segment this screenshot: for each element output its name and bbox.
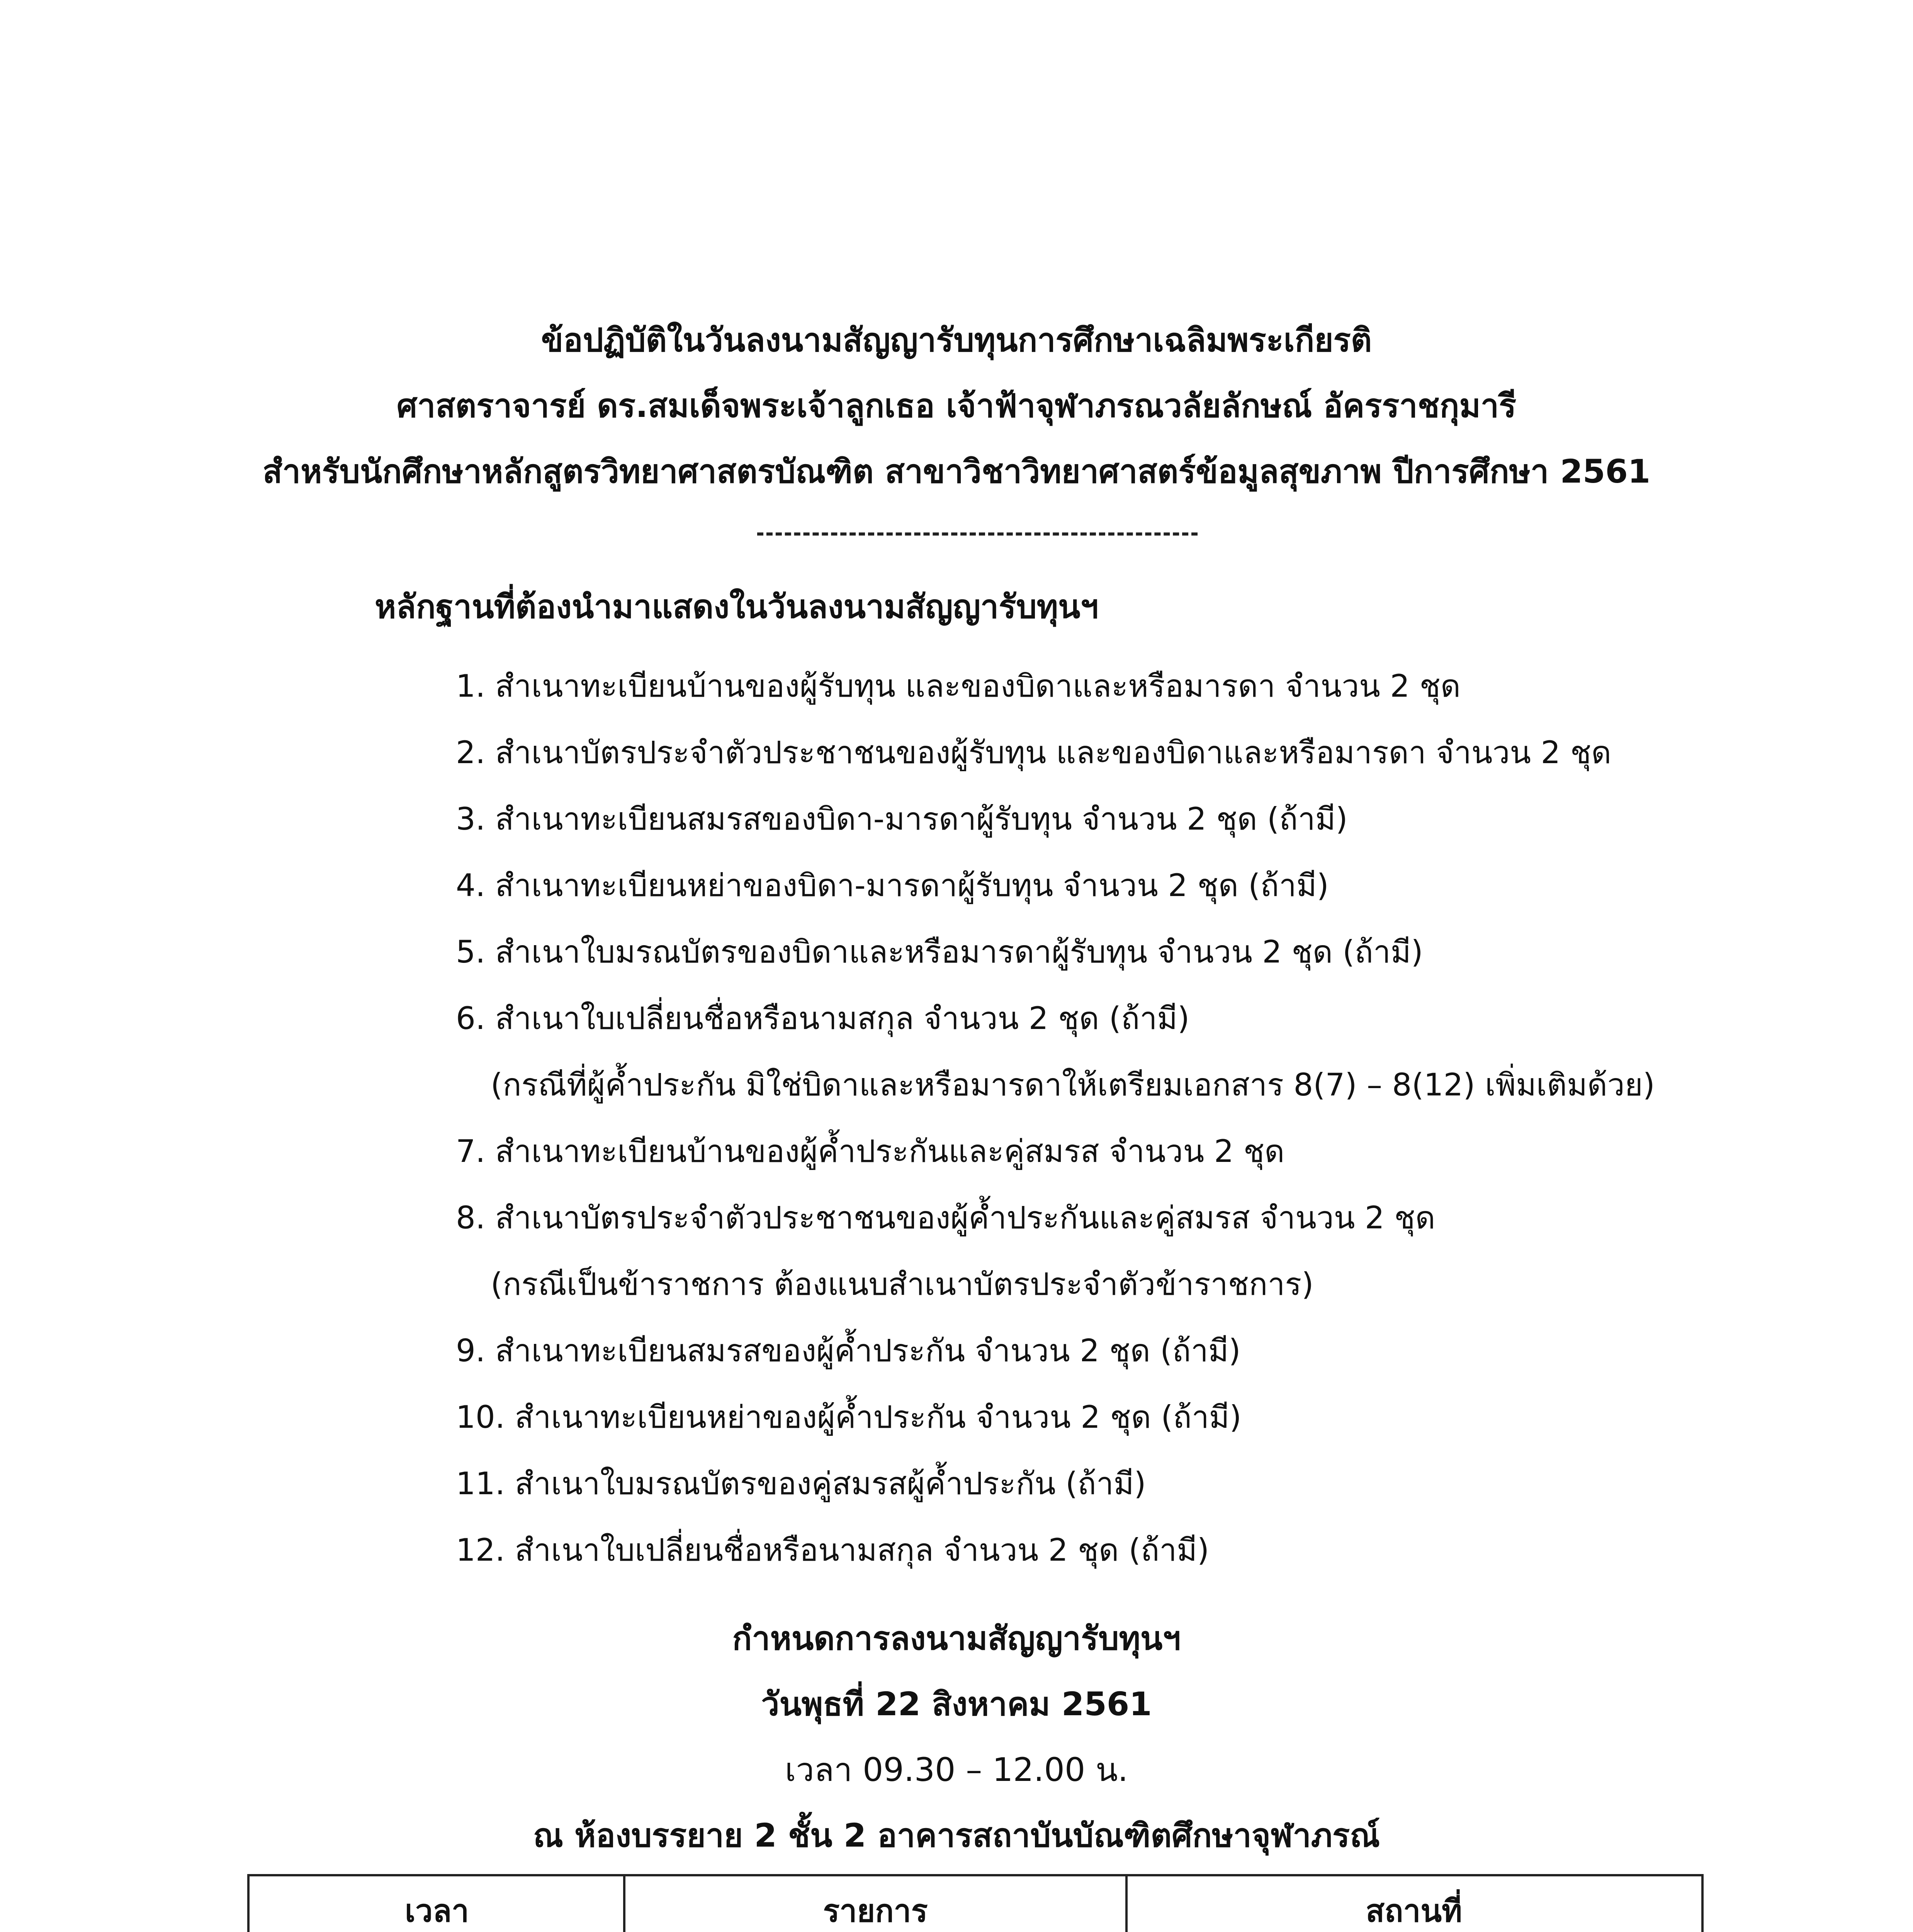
title-line-1: ข้อปฏิบัติในวันลงนามสัญญารับทุนการศึกษาเฉลิมพระเกียรติ: [541, 321, 1372, 359]
evidence-item: 9. สำเนาทะเบียนสมรสของผู้ค้ำประกัน จำนวน 2 ชุด (ถ้ามี): [456, 1333, 1241, 1369]
table-header-item: รายการ: [823, 1893, 928, 1929]
evidence-item: 4. สำเนาทะเบียนหย่าของบิดา-มารดาผู้รับทุน จำนวน 2 ชุด (ถ้ามี): [456, 867, 1329, 903]
schedule-title: กำหนดการลงนามสัญญารับทุนฯ: [732, 1619, 1181, 1657]
table-header-time: เวลา: [404, 1893, 469, 1929]
title-line-2: ศาสตราจารย์ ดร.สมเด็จพระเจ้าลูกเธอ เจ้าฟ้าจุฬาภรณวลัยลักษณ์ อัครราชกุมารี: [396, 387, 1517, 425]
evidence-note: (กรณีที่ผู้ค้ำประกัน มิใช่บิดาและหรือมารดาให้เตรียมเอกสาร 8(7) – 8(12) เพิ่มเติมด้วย): [491, 1067, 1655, 1103]
evidence-item: 12. สำเนาใบเปลี่ยนชื่อหรือนามสกุล จำนวน 2 ชุด (ถ้ามี): [456, 1532, 1210, 1568]
evidence-item: 3. สำเนาทะเบียนสมรสของบิดา-มารดาผู้รับทุน จำนวน 2 ชุด (ถ้ามี): [456, 801, 1348, 837]
evidence-note: (กรณีเป็นข้าราชการ ต้องแนบสำเนาบัตรประจำตัวข้าราชการ): [491, 1266, 1314, 1302]
evidence-item: 2. สำเนาบัตรประจำตัวประชาชนของผู้รับทุน และของบิดาและหรือมารดา จำนวน 2 ชุด: [456, 735, 1612, 770]
schedule-venue: ณ ห้องบรรยาย 2 ชั้น 2 อาคารสถาบันบัณฑิตศึกษาจุฬาภรณ์: [533, 1816, 1380, 1854]
evidence-item: 6. สำเนาใบเปลี่ยนชื่อหรือนามสกุล จำนวน 2 ชุด (ถ้ามี): [456, 1000, 1190, 1036]
evidence-item: 7. สำเนาทะเบียนบ้านของผู้ค้ำประกันและคู่สมรส จำนวน 2 ชุด: [456, 1133, 1285, 1169]
schedule-table: [247, 1874, 1704, 1932]
schedule-time: เวลา 09.30 – 12.00 น.: [785, 1751, 1128, 1789]
schedule-date: วันพุธที่ 22 สิงหาคม 2561: [761, 1685, 1152, 1723]
evidence-item: 10. สำเนาทะเบียนหย่าของผู้ค้ำประกัน จำนวน 2 ชุด (ถ้ามี): [456, 1399, 1242, 1435]
evidence-item: 5. สำเนาใบมรณบัตรของบิดาและหรือมารดาผู้รับทุน จำนวน 2 ชุด (ถ้ามี): [456, 934, 1423, 970]
table-header-place: สถานที่: [1366, 1893, 1462, 1929]
title-line-3: สำหรับนักศึกษาหลักสูตรวิทยาศาสตรบัณฑิต สาขาวิชาวิทยาศาสตร์ข้อมูลสุขภาพ ปีการศึกษา 2561: [262, 452, 1651, 490]
evidence-item: 8. สำเนาบัตรประจำตัวประชาชนของผู้ค้ำประกันและคู่สมรส จำนวน 2 ชุด: [456, 1200, 1436, 1236]
evidence-item: 1. สำเนาทะเบียนบ้านของผู้รับทุน และของบิดาและหรือมารดา จำนวน 2 ชุด: [456, 668, 1461, 704]
evidence-item: 11. สำเนาใบมรณบัตรของคู่สมรสผู้ค้ำประกัน (ถ้ามี): [456, 1466, 1146, 1502]
dashed-divider: [757, 532, 1198, 536]
evidence-list: [456, 653, 1808, 1583]
evidence-heading: หลักฐานที่ต้องนำมาแสดงในวันลงนามสัญญารับทุนฯ: [375, 588, 1099, 626]
